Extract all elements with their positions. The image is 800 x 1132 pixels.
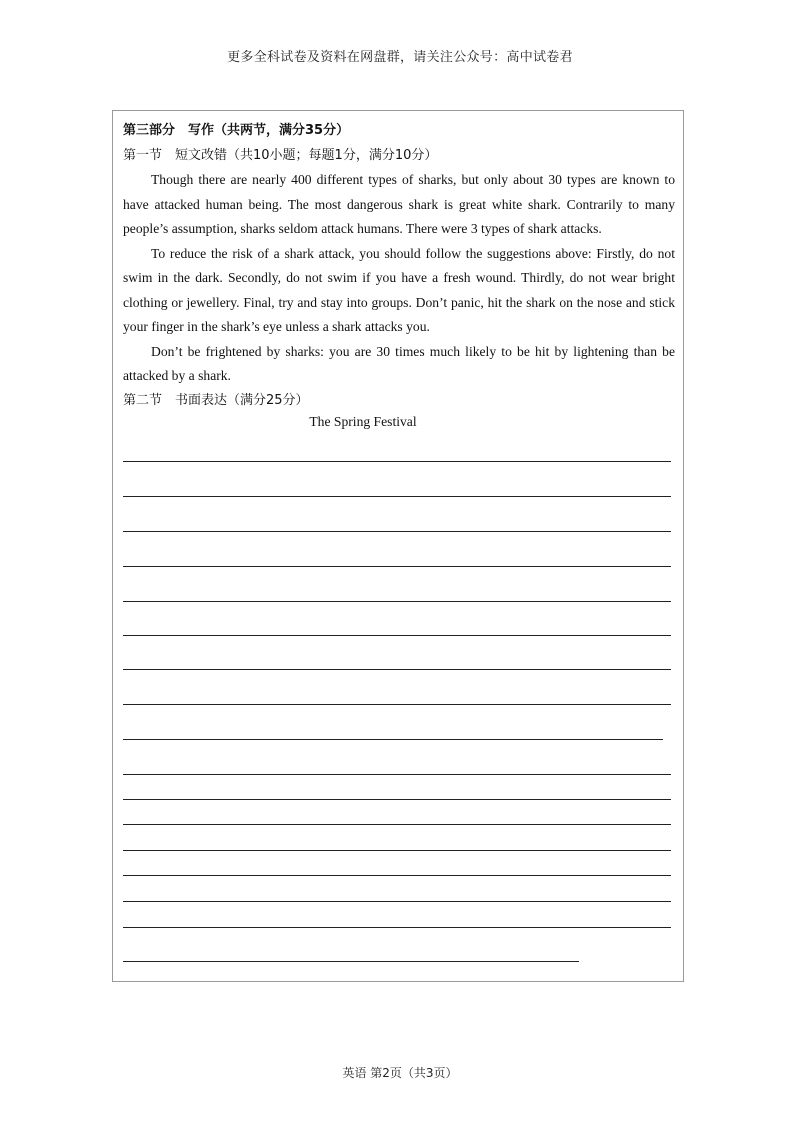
writing-line[interactable] (123, 927, 671, 928)
writing-line[interactable] (123, 566, 671, 567)
section1-title: 第一节 短文改错（共10小题；每题1分，满分10分） (123, 148, 438, 163)
writing-line[interactable] (123, 774, 671, 775)
page-header: 更多全科试卷及资料在网盘群，请关注公众号：高中试卷君 (227, 50, 573, 65)
writing-line[interactable] (123, 961, 579, 962)
writing-line[interactable] (123, 739, 663, 740)
passage-paragraph-3: Don’t be frightened by sharks: you are 30 times much likely to be hit by lightening than be attacked by a shark. (123, 343, 675, 383)
passage-paragraph-1: Though there are nearly 400 different types of sharks, but only about 30 types are known to have attacked human being. The most dangerous shark is great white shark. Contrarily to many people’s assumption, sharks seldom attack humans. There were 3 types of shark attacks. (123, 172, 675, 236)
error-correction-passage (123, 168, 675, 389)
essay-title: The Spring Festival (309, 414, 417, 429)
writing-line[interactable] (123, 850, 671, 851)
writing-line[interactable] (123, 901, 671, 902)
writing-section-frame (112, 110, 684, 982)
passage-paragraph-2: To reduce the risk of a shark attack, you should follow the suggestions above: Firstly, do not swim in the dark. Secondly, do not swim if you have a fresh wound. Thirdly, do not wear bright clothing or jewellery. Final, try and stay into groups. Don’t panic, hit the shark on the nose and stick your finger in the shark’s eye unless a shark attacks you. (123, 245, 675, 334)
writing-line[interactable] (123, 461, 671, 462)
writing-line[interactable] (123, 496, 671, 497)
writing-line[interactable] (123, 601, 671, 602)
writing-line[interactable] (123, 669, 671, 670)
writing-line[interactable] (123, 704, 671, 705)
writing-line[interactable] (123, 799, 671, 800)
writing-line[interactable] (123, 875, 671, 876)
writing-line[interactable] (123, 531, 671, 532)
writing-line[interactable] (123, 824, 671, 825)
section2-title: 第二节 书面表达（满分25分） (123, 393, 309, 408)
writing-line[interactable] (123, 635, 671, 636)
page-footer: 英语 第2页（共3页） (342, 1066, 458, 1080)
part-title: 第三部分 写作（共两节，满分35分） (123, 123, 350, 138)
